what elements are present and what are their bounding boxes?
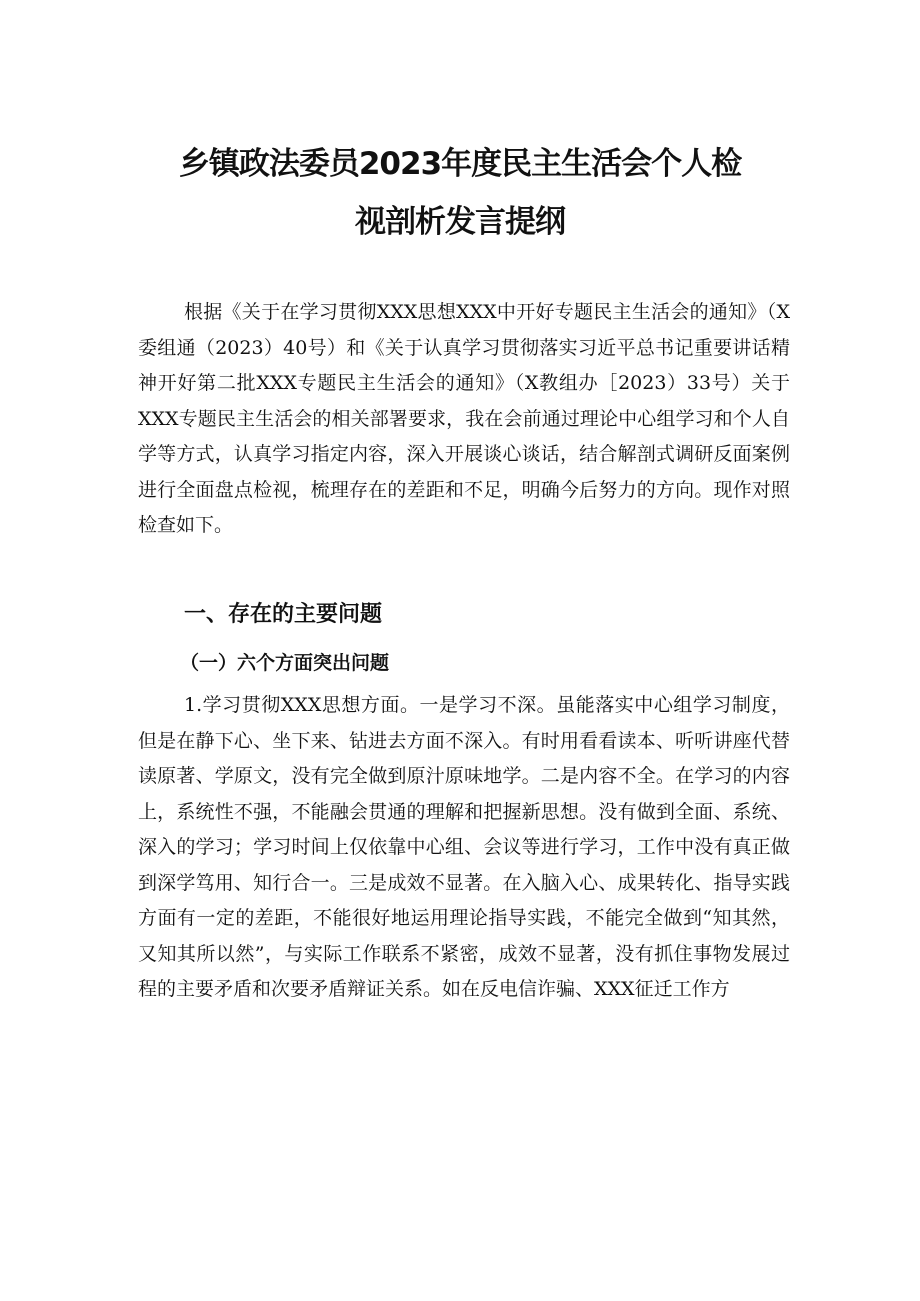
section-heading-main-problems: 一、存在的主要问题 [184, 602, 383, 627]
document-title-line-2: 视剖析发言提纲 [355, 204, 565, 240]
document-title-line-1: 乡镇政法委员2023年度民主生活会个人检 [178, 146, 742, 182]
intro-paragraph: 根据《关于在学习贯彻XXX思想XXX中开好专题民主生活会的通知》（X委组通（2023）40号）和《关于认真学习贯彻落实习近平总书记重要讲话精神开好第二批XXX专题民主生活会的通知》（X教组办［2023）33号）关于XXX专题民主生活会的相关部署要求，我在会前通过理论中心组学习和个人自学等方式，认真学习指定内容，深入开展谈心谈话，结合解剖式调研反面案例进行全面盘点检视，梳理存在的差距和不足，明确今后努力的方向。现作对照检查如下。 [138, 301, 790, 536]
item-1-paragraph: 1.学习贯彻XXX思想方面。一是学习不深。虽能落实中心组学习制度，但是在静下心、坐下来、钻进去方面不深入。有时用看看读本、听听讲座代替读原著、学原文，没有完全做到原汁原味地学。二是内容不全。在学习的内容上，系统性不强，不能融会贯通的理解和把握新思想。没有做到全面、系统、深入的学习；学习时间上仅依靠中心组、会议等进行学习，工作中没有真正做到深学笃用、知行合一。三是成效不显著。在入脑入心、成果转化、指导实践方面有一定的差距，不能很好地运用理论指导实践，不能完全做到“知其然，又知其所以然”，与实际工作联系不紧密，成效不显著，没有抓住事物发展过程的主要矛盾和次要矛盾辩证关系。如在反电信诈骗、XXX征迁工作方 [138, 694, 790, 1000]
subsection-heading-six-aspects: （一）六个方面突出问题 [180, 652, 390, 674]
